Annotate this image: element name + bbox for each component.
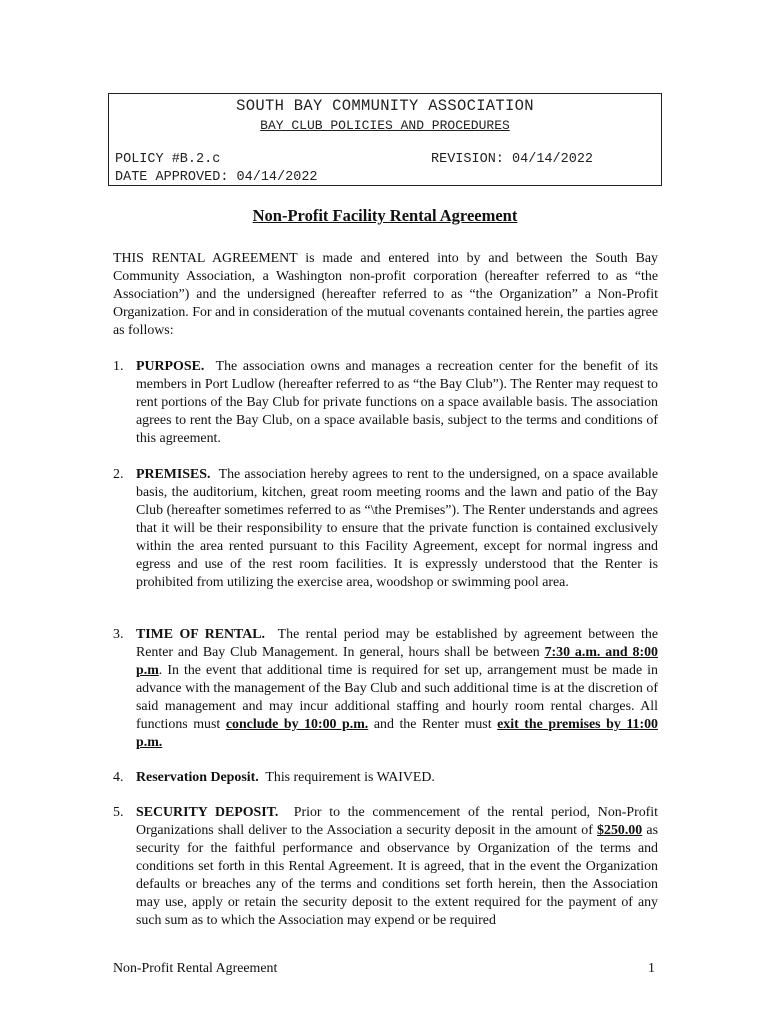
section-text: as security for the faithful performance and observance by Organization of the terms and conditions set forth in this Rental Agreement. It is agreed, that in the event the Organization defaults or breaches any of the terms and conditions set forth herein, then the Association may use, apply or retain the security deposit to the extent required for the payment of any such sum as to which the Association may expend or be required	[136, 823, 658, 928]
section-heading: SECURITY DEPOSIT.	[136, 805, 279, 820]
section-purpose	[113, 358, 658, 448]
section-security-deposit	[113, 804, 658, 930]
section-text: . In the event that additional time is required for set up, arrangement must be made in advance with the management of the Bay Club and such additional time is at the discretion of said management and may incur additional staffing and hourly room rental charges. All functions must	[136, 663, 658, 732]
section-heading: PURPOSE.	[136, 359, 205, 374]
section-number: 2.	[113, 467, 124, 482]
policy-number: POLICY #B.2.c	[115, 152, 221, 167]
section-text: Prior to the commencement of the rental period, Non-Profit Organizations shall deliver to the Association a security deposit in the amount of	[136, 805, 658, 838]
section-heading: Reservation Deposit.	[136, 770, 259, 785]
section-text: This requirement is WAIVED.	[265, 770, 435, 785]
intro-paragraph: THIS RENTAL AGREEMENT is made and entered into by and between the South Bay Community Association, a Washington non-profit corporation (hereafter referred to as “the Association”) and the undersigned (hereafter referred to as “the Organization” a Non-Profit Organization. For and in consideration of the mutual covenants contained herein, the parties agree as follows:	[113, 251, 658, 338]
section-reservation-deposit	[113, 769, 658, 787]
section-number: 1.	[113, 359, 124, 374]
section-time-of-rental	[113, 626, 658, 752]
section-text: The association hereby agrees to rent to the undersigned, on a space available basis, the auditorium, kitchen, great room meeting rooms and the lawn and patio of the Bay Club (hereafter sometimes referred to as “\the Premises”). The Renter understands and agrees that it will be their responsibility to ensure that the private function is contained exclusively within the area rented pursuant to this Facility Agreement, except for normal ingress and egress and use of the rest room facilities. It is expressly understood that the Renter is prohibited from utilizing the exercise area, woodshop or swimming pool area.	[136, 467, 658, 590]
section-text: and the Renter must	[373, 717, 492, 732]
revision-date: REVISION: 04/14/2022	[431, 152, 594, 167]
section-text: The rental period may be established by agreement between the Renter and Bay Club Management. In general, hours shall be between	[136, 627, 658, 660]
section-heading: TIME OF RENTAL.	[136, 627, 266, 642]
date-approved: DATE APPROVED: 04/14/2022	[115, 170, 318, 185]
page-number: 1	[648, 961, 655, 976]
policies-subtitle: BAY CLUB POLICIES AND PROCEDURES	[260, 118, 510, 133]
section-number: 5.	[113, 805, 124, 820]
footer-label: Non-Profit Rental Agreement	[113, 961, 278, 976]
exit-time: exit the premises by 11:00 p.m.	[136, 717, 658, 750]
deposit-amount: $250.00	[597, 823, 643, 838]
section-text: The association owns and manages a recreation center for the benefit of its members in Port Ludlow (hereafter referred to as “the Bay Club”). The Renter may request to rent portions of the Bay Club for private functions on a space available basis. The association agrees to rent the Bay Club, on a space available basis, subject to the terms and conditions of this agreement.	[136, 359, 658, 446]
section-number: 3.	[113, 627, 124, 642]
conclude-time: conclude by 10:00 p.m.	[225, 717, 369, 732]
section-number: 4.	[113, 770, 124, 785]
document-title: Non-Profit Facility Rental Agreement	[252, 206, 518, 225]
section-heading: PREMISES.	[136, 467, 211, 482]
section-premises	[113, 466, 658, 592]
rental-hours: 7:30 a.m. and 8:00 p.m	[136, 645, 659, 678]
association-name: SOUTH BAY COMMUNITY ASSOCIATION	[236, 97, 534, 115]
policy-header-box	[108, 93, 662, 186]
